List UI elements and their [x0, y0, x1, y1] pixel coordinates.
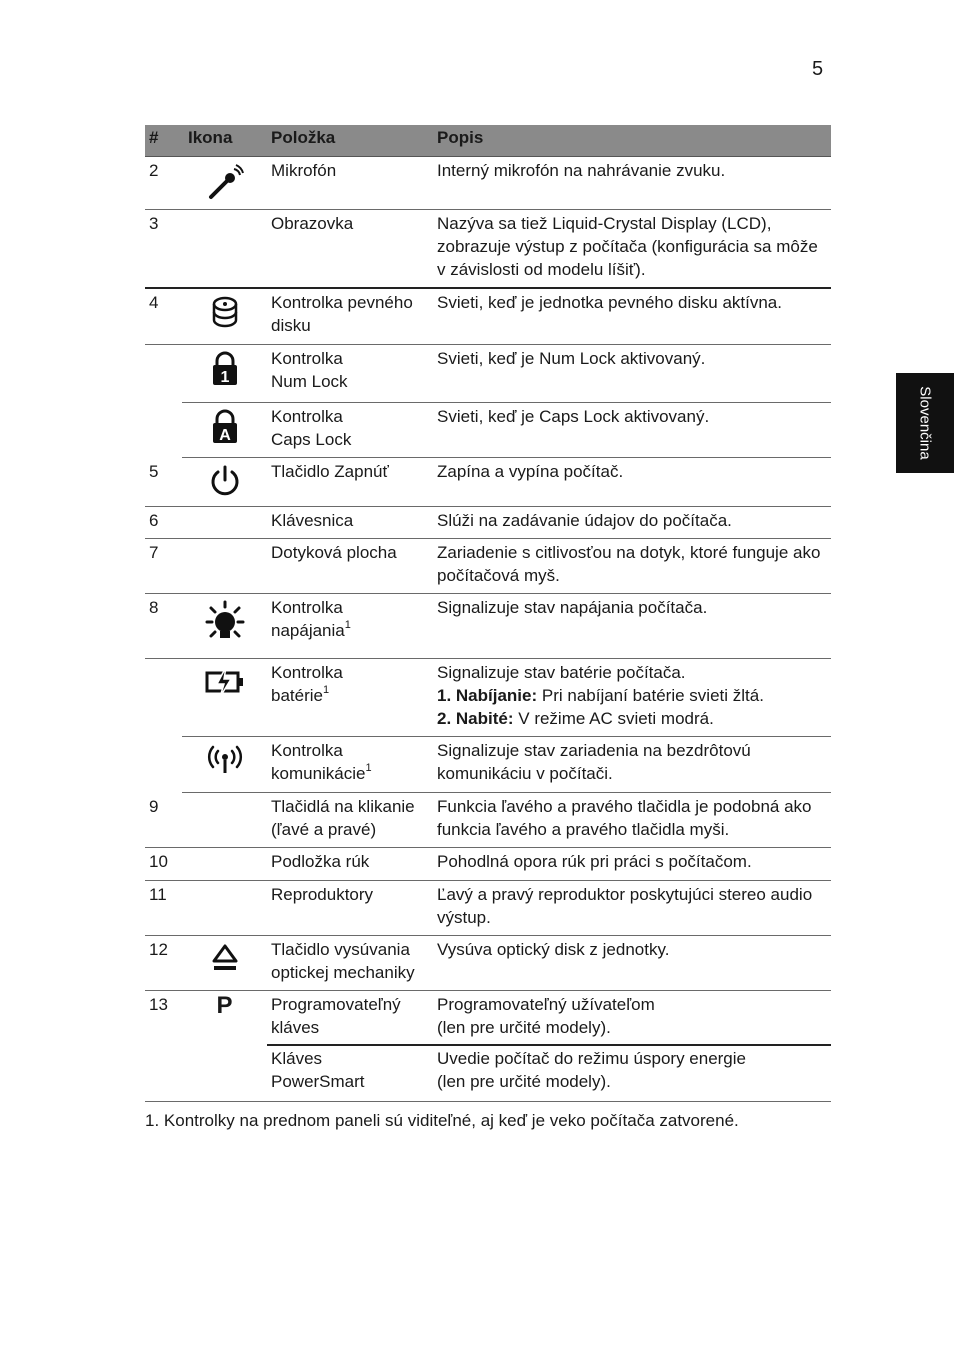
microphone-icon [182, 157, 267, 203]
row-item: Kontrolka pevného disku [271, 293, 413, 335]
row-item-line1: Kontrolka [271, 598, 343, 617]
language-tab-label: Slovenčina [916, 386, 934, 460]
page-number: 5 [812, 58, 824, 80]
wireless-icon [182, 737, 267, 775]
row-desc: Zariadenie s citlivosťou na dotyk, ktoré funguje ako počítačová myš. [437, 543, 821, 585]
row-num: 4 [149, 293, 159, 312]
row-desc-line1: Programovateľný užívateľom [437, 995, 655, 1014]
footnote: 1. Kontrolky na prednom paneli sú viditeľné, aj keď je veko počítača zatvorené. [145, 1111, 739, 1130]
row-item-line2: kláves [271, 1018, 320, 1037]
row-item [271, 405, 436, 451]
row-num: 5 [149, 462, 159, 481]
row-item-line1: Kontrolka [271, 663, 343, 682]
row-item-line2: komunikácie [271, 764, 366, 783]
charging-text: Pri nabíjaní batérie svieti žltá. [537, 686, 764, 705]
row-num: 10 [149, 852, 168, 871]
row-item: Tlačidlo Zapnúť [271, 462, 389, 481]
power-icon [182, 458, 267, 498]
row-num: 2 [149, 161, 159, 180]
row-item-line2: batérie [271, 686, 323, 705]
table-row [145, 289, 831, 345]
table-row [182, 659, 831, 737]
table-row [145, 848, 831, 881]
row-item: Mikrofón [271, 161, 337, 180]
footnote-ref: 1 [322, 684, 330, 697]
svg-text:A: A [218, 427, 231, 444]
row-item: Tlačidlá na klikanie (ľavé a pravé) [271, 797, 415, 839]
row-desc: Vysúva optický disk z jednotky. [437, 940, 670, 959]
components-table [145, 125, 831, 1102]
table-row [145, 539, 831, 594]
caps-lock-icon [182, 403, 267, 445]
table-row [145, 793, 831, 848]
row-desc: Interný mikrofón na nahrávanie zvuku. [437, 161, 726, 180]
table-row [145, 936, 831, 991]
header-item: Položka [271, 128, 336, 147]
row-desc: Signalizuje stav napájania počítača. [437, 598, 708, 617]
table-row [182, 403, 831, 458]
p-key-icon [182, 991, 267, 1017]
table-row [145, 458, 831, 507]
row-item-line2: Caps Lock [271, 430, 352, 449]
row-desc: Zapína a vypína počítač. [437, 462, 624, 481]
row-item [271, 661, 436, 707]
table-row [145, 157, 831, 210]
table-row [182, 345, 831, 403]
row-num: 13 [149, 995, 168, 1014]
row-item [271, 739, 436, 785]
num-lock-icon [182, 345, 267, 387]
row-item [271, 1047, 436, 1093]
row-item: Klávesnica [271, 511, 354, 530]
row-desc: Funkcia ľavého a pravého tlačidla je podobná ako funkcia ľavého a pravého tlačidla myši. [437, 797, 812, 839]
row-item-line1: Kláves [271, 1049, 323, 1068]
row-item-line1: Kontrolka [271, 741, 343, 760]
row-item-line2: PowerSmart [271, 1072, 365, 1091]
row-item [271, 347, 436, 393]
row-desc [437, 661, 829, 730]
power-indicator-icon [182, 594, 267, 644]
row-item [271, 596, 436, 642]
language-tab [896, 373, 954, 473]
row-item: Podložka rúk [271, 852, 370, 871]
row-item-line2: napájania [271, 621, 345, 640]
header-num: # [149, 128, 159, 147]
row-num: 12 [149, 940, 168, 959]
footnote-ref: 1 [344, 619, 351, 632]
row-desc-line2: (len pre určité modely). [437, 1072, 611, 1091]
table-row [145, 594, 831, 659]
row-num: 7 [149, 543, 159, 562]
row-desc [437, 1047, 829, 1093]
table-header [145, 125, 831, 157]
row-desc [437, 993, 829, 1039]
row-desc: Svieti, keď je jednotka pevného disku aktívna. [437, 293, 782, 312]
row-desc: Pohodlná opora rúk pri práci s počítačom. [437, 852, 752, 871]
table-row [182, 737, 831, 793]
row-desc: Ľavý a pravý reproduktor poskytujúci stereo audio výstup. [437, 885, 813, 927]
row-item: Reproduktory [271, 885, 374, 904]
header-icon: Ikona [188, 128, 233, 147]
row-item-line2: Num Lock [271, 372, 348, 391]
row-desc: Nazýva sa tiež Liquid-Crystal Display (LCD), zobrazuje výstup z počítača (konfigurácia sa môže v závislosti od modelu líšiť). [437, 214, 818, 279]
row-item [271, 993, 436, 1039]
row-desc-line1: Signalizuje stav batérie počítača. [437, 663, 686, 682]
charging-label: 1. Nabíjanie: [437, 686, 538, 705]
table-row [145, 1045, 831, 1102]
eject-icon [182, 936, 267, 976]
row-num: 6 [149, 511, 159, 530]
row-item: Obrazovka [271, 214, 354, 233]
table-row [145, 210, 831, 289]
row-item-line1: Kontrolka [271, 349, 343, 368]
row-desc-line1: Uvedie počítač do režimu úspory energie [437, 1049, 746, 1068]
row-item: Dotyková plocha [271, 543, 397, 562]
row-item-line1: Kontrolka [271, 407, 343, 426]
hdd-icon [182, 289, 267, 331]
table-row [145, 881, 831, 936]
row-item: Tlačidlo vysúvania optickej mechaniky [271, 940, 415, 982]
row-item-line1: Programovateľný [271, 995, 401, 1014]
battery-icon [182, 659, 267, 699]
table-row [145, 507, 831, 539]
row-desc: Signalizuje stav zariadenia na bezdrôtovú komunikáciu v počítači. [437, 741, 751, 783]
svg-text:1: 1 [220, 369, 229, 386]
table-row [145, 991, 831, 1045]
row-num: 8 [149, 598, 159, 617]
footnote-ref: 1 [365, 762, 372, 775]
row-num: 9 [149, 797, 159, 816]
row-desc: Svieti, keď je Caps Lock aktivovaný. [437, 407, 710, 426]
row-num: 11 [149, 885, 167, 904]
row-desc: Svieti, keď je Num Lock aktivovaný. [437, 349, 706, 368]
charged-label: 2. Nabité: [437, 709, 514, 728]
row-desc-line2: (len pre určité modely). [437, 1018, 611, 1037]
row-desc: Slúži na zadávanie údajov do počítača. [437, 511, 732, 530]
row-num: 3 [149, 214, 159, 233]
charged-text: V režime AC svieti modrá. [513, 709, 714, 728]
header-desc: Popis [437, 128, 484, 147]
p-key-glyph: P [216, 992, 233, 1019]
